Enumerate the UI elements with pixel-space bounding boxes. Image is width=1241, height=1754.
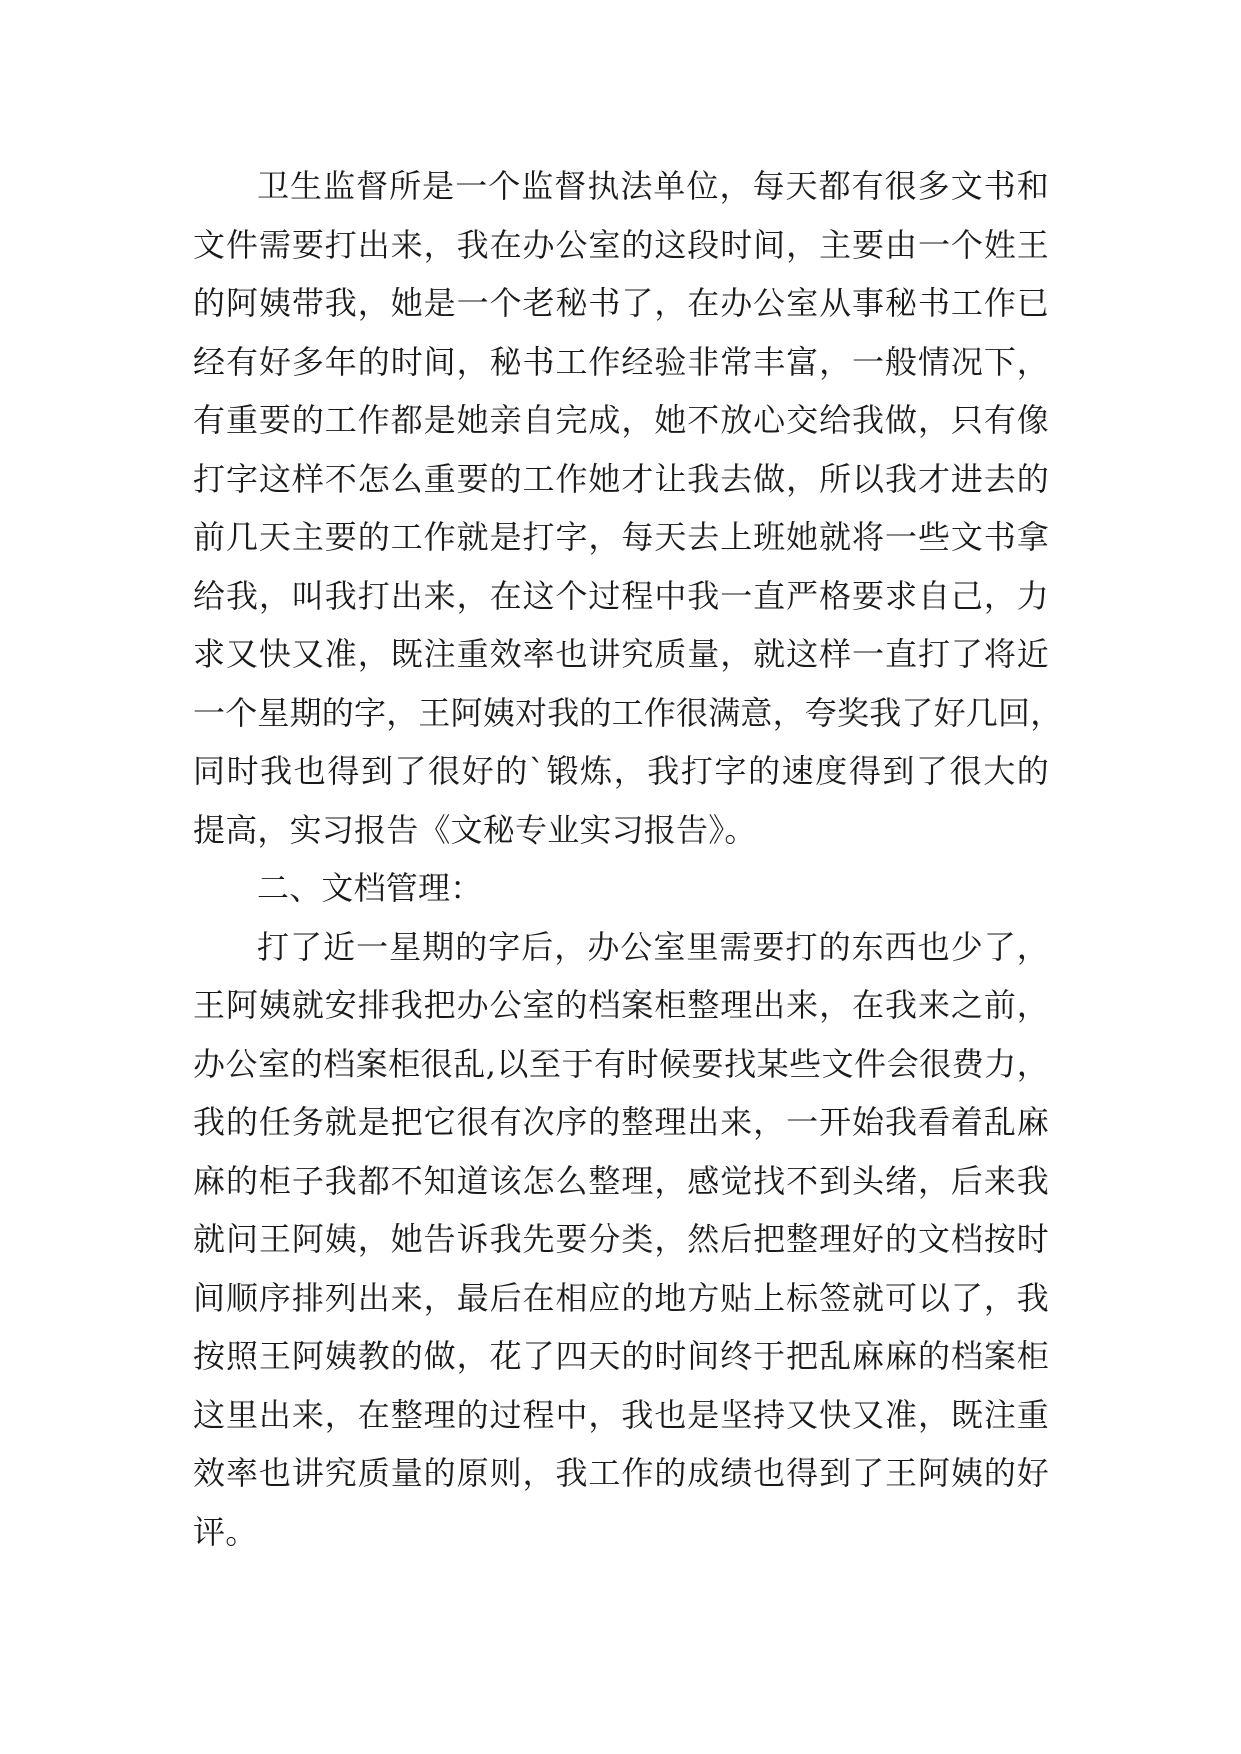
text-line: 有重要的工作都是她亲自完成，她不放心交给我做，只有像	[193, 401, 1049, 439]
paragraph-document-management	[193, 918, 1049, 1562]
paragraph-typing-work	[193, 157, 1063, 859]
text-line: 文件需要打出来，我在办公室的这段时间，主要由一个姓王	[193, 225, 1049, 264]
text-line: 一个星期的字，王阿姨对我的工作很满意，夸奖我了好几回，	[193, 693, 1063, 732]
text-line: 给我，叫我打出来，在这个过程中我一直严格要求自己，力	[193, 576, 1049, 615]
body-text	[193, 157, 1063, 1561]
text-line: 打字这样不怎么重要的工作她才让我去做，所以我才进去的	[193, 459, 1049, 498]
heading-line: 二、文档管理：	[257, 869, 483, 907]
text-line: 办公室的档案柜很乱,以至于有时候要找某些文件会很费力，	[193, 1044, 1049, 1083]
text-line: 这里出来，在整理的过程中，我也是坚持又快又准，既注重	[193, 1395, 1049, 1434]
text-line: 的阿姨带我，她是一个老秘书了，在办公室从事秘书工作已	[193, 284, 1049, 322]
text-line: 前几天主要的工作就是打字，每天去上班她就将一些文书拿	[193, 518, 1049, 556]
text-line: 打了近一星期的字后，办公室里需要打的东西也少了，	[257, 927, 1049, 966]
text-line: 效率也讲究质量的原则，我工作的成绩也得到了王阿姨的好	[193, 1454, 1049, 1492]
text-line: 评。	[193, 1512, 258, 1551]
section-heading	[193, 859, 1049, 918]
text-line: 麻的柜子我都不知道该怎么整理，感觉找不到头绪，后来我	[193, 1161, 1049, 1200]
text-line: 经有好多年的时间，秘书工作经验非常丰富，一般情况下，	[193, 342, 1049, 381]
text-line: 间顺序排列出来，最后在相应的地方贴上标签就可以了，我	[193, 1278, 1049, 1317]
text-line: 提高，实习报告《文秘专业实习报告》。	[193, 810, 757, 849]
text-line: 就问王阿姨，她告诉我先要分类，然后把整理好的文档按时	[193, 1220, 1049, 1258]
text-line: 按照王阿姨教的做，花了四天的时间终于把乱麻麻的档案柜	[193, 1337, 1049, 1375]
text-line: 王阿姨就安排我把办公室的档案柜整理出来，在我来之前，	[193, 986, 1049, 1024]
text-line: 求又快又准，既注重效率也讲究质量，就这样一直打了将近	[193, 635, 1049, 673]
text-line: 卫生监督所是一个监督执法单位，每天都有很多文书和	[257, 167, 1049, 205]
text-line: 同时我也得到了很好的`锻炼，我打字的速度得到了很大的	[193, 752, 1049, 790]
text-line: 我的任务就是把它很有次序的整理出来，一开始我看着乱麻	[193, 1103, 1049, 1141]
